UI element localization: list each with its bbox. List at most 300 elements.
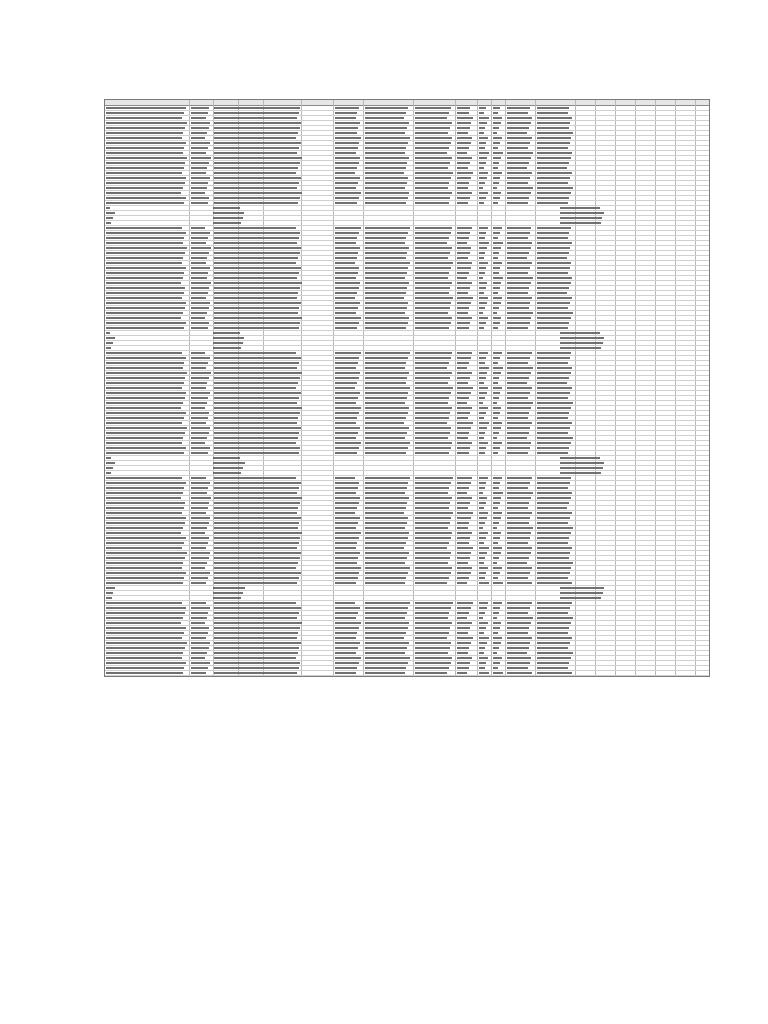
cell-text <box>191 182 208 184</box>
cell-text <box>191 157 211 159</box>
cell-text <box>415 622 452 624</box>
cell-text <box>365 227 410 229</box>
cell-text <box>493 182 499 184</box>
cell-text <box>214 667 299 669</box>
cell-text <box>560 207 600 209</box>
cell-text <box>507 192 531 194</box>
cell-text <box>457 372 472 374</box>
cell-text <box>537 512 572 514</box>
cell-text <box>214 577 299 579</box>
cell-text <box>106 327 184 329</box>
cell-text <box>191 627 209 629</box>
cell-text <box>106 402 183 404</box>
cell-text <box>365 237 406 239</box>
cell-text <box>214 252 300 254</box>
cell-text <box>507 367 533 369</box>
cell-text <box>214 482 301 484</box>
cell-text <box>106 202 184 204</box>
cell-text <box>493 202 498 204</box>
cell-text <box>537 602 572 604</box>
cell-text <box>106 192 181 194</box>
cell-text <box>457 167 468 169</box>
cell-text <box>415 352 452 354</box>
cell-text <box>537 302 570 304</box>
cell-text <box>493 277 503 279</box>
cell-text <box>507 132 527 134</box>
cell-text <box>365 272 407 274</box>
cell-text <box>493 507 498 509</box>
cell-text <box>493 322 500 324</box>
cell-text <box>479 387 488 389</box>
cell-text <box>106 217 113 219</box>
cell-text <box>537 617 573 619</box>
cell-text <box>415 182 449 184</box>
cell-text <box>493 527 497 529</box>
cell-text <box>493 452 498 454</box>
cell-text <box>335 672 356 674</box>
cell-text <box>106 457 111 459</box>
cell-text <box>106 287 185 289</box>
cell-text <box>365 152 405 154</box>
cell-text <box>457 367 467 369</box>
cell-text <box>106 527 183 529</box>
cell-text <box>537 107 569 109</box>
cell-text <box>106 147 184 149</box>
cell-text <box>214 442 296 444</box>
cell-text <box>214 412 300 414</box>
cell-text <box>214 312 298 314</box>
cell-text <box>507 527 533 529</box>
cell-text <box>457 622 472 624</box>
cell-text <box>335 567 361 569</box>
cell-text <box>457 267 471 269</box>
cell-text <box>415 487 449 489</box>
cell-text <box>214 287 300 289</box>
cell-text <box>493 327 498 329</box>
cell-text <box>479 452 485 454</box>
cell-text <box>191 537 209 539</box>
cell-text <box>415 167 448 169</box>
cell-text <box>560 217 602 219</box>
cell-text <box>493 352 502 354</box>
cell-text <box>457 532 472 534</box>
cell-text <box>214 107 300 109</box>
cell-text <box>493 397 499 399</box>
cell-text <box>493 157 501 159</box>
cell-text <box>415 652 448 654</box>
cell-text <box>507 672 532 674</box>
data-table <box>104 99 710 677</box>
cell-text <box>415 117 447 119</box>
cell-text <box>507 252 529 254</box>
cell-text <box>106 552 187 554</box>
cell-text <box>493 542 498 544</box>
cell-text <box>415 667 449 669</box>
cell-text <box>507 227 531 229</box>
cell-text <box>537 557 569 559</box>
cell-text <box>415 127 450 129</box>
cell-text <box>493 187 497 189</box>
cell-text <box>191 287 209 289</box>
cell-text <box>335 392 360 394</box>
cell-text <box>507 667 528 669</box>
cell-text <box>214 417 298 419</box>
cell-text <box>214 427 301 429</box>
cell-text <box>493 612 499 614</box>
cell-text <box>106 212 115 214</box>
cell-text <box>479 552 487 554</box>
cell-text <box>493 637 502 639</box>
cell-text <box>537 522 568 524</box>
cell-text <box>457 272 469 274</box>
cell-text <box>457 387 473 389</box>
cell-text <box>507 517 530 519</box>
cell-text <box>479 297 488 299</box>
cell-text <box>415 312 448 314</box>
cell-text <box>537 402 573 404</box>
cell-text <box>537 117 572 119</box>
cell-text <box>106 652 183 654</box>
cell-text <box>507 302 530 304</box>
cell-text <box>214 647 299 649</box>
cell-text <box>537 552 570 554</box>
cell-text <box>479 622 488 624</box>
cell-text <box>213 212 244 214</box>
cell-text <box>335 417 357 419</box>
cell-text <box>415 572 451 574</box>
cell-text <box>507 137 532 139</box>
cell-text <box>214 182 299 184</box>
cell-text <box>493 602 502 604</box>
cell-text <box>335 527 356 529</box>
cell-text <box>507 397 528 399</box>
cell-text <box>106 627 186 629</box>
cell-text <box>213 592 243 594</box>
cell-text <box>479 377 486 379</box>
cell-text <box>213 467 243 469</box>
cell-text <box>106 412 186 414</box>
cell-text <box>537 262 571 264</box>
cell-text <box>335 232 359 234</box>
cell-text <box>507 412 529 414</box>
cell-text <box>479 642 487 644</box>
cell-text <box>214 662 300 664</box>
cell-text <box>457 162 470 164</box>
cell-text <box>560 342 603 344</box>
cell-text <box>479 287 486 289</box>
cell-text <box>106 382 184 384</box>
cell-text <box>106 282 181 284</box>
cell-text <box>537 627 569 629</box>
cell-text <box>214 642 301 644</box>
cell-text <box>335 152 356 154</box>
cell-text <box>479 167 484 169</box>
cell-text <box>537 482 570 484</box>
cell-text <box>365 497 409 499</box>
cell-text <box>537 387 572 389</box>
cell-text <box>415 367 447 369</box>
cell-text <box>106 267 186 269</box>
cell-text <box>106 547 182 549</box>
cell-text <box>335 407 361 409</box>
cell-text <box>106 557 185 559</box>
cell-text <box>537 157 571 159</box>
cell-text <box>415 662 451 664</box>
cell-text <box>457 412 470 414</box>
cell-text <box>537 572 570 574</box>
cell-text <box>335 257 357 259</box>
cell-text <box>493 477 502 479</box>
cell-text <box>537 152 572 154</box>
cell-text <box>507 147 528 149</box>
cell-text <box>191 387 206 389</box>
cell-text <box>214 432 299 434</box>
cell-text <box>365 167 406 169</box>
cell-text <box>191 507 208 509</box>
cell-text <box>365 442 410 444</box>
cell-text <box>493 377 499 379</box>
cell-text <box>493 622 501 624</box>
cell-text <box>479 257 484 259</box>
cell-text <box>457 237 469 239</box>
cell-text <box>415 162 450 164</box>
cell-text <box>214 257 298 259</box>
cell-text <box>479 432 485 434</box>
cell-text <box>191 527 207 529</box>
cell-text <box>106 312 183 314</box>
cell-text <box>560 592 603 594</box>
cell-text <box>415 542 449 544</box>
cell-text <box>106 532 181 534</box>
cell-text <box>365 157 409 159</box>
cell-text <box>457 147 469 149</box>
cell-text <box>479 312 483 314</box>
cell-text <box>335 427 360 429</box>
cell-text <box>415 427 451 429</box>
cell-text <box>106 117 182 119</box>
cell-text <box>537 657 571 659</box>
cell-text <box>106 447 186 449</box>
cell-text <box>479 507 484 509</box>
cell-text <box>214 187 297 189</box>
cell-text <box>335 512 355 514</box>
cell-text <box>335 452 357 454</box>
cell-text <box>537 137 571 139</box>
cell-text <box>213 342 243 344</box>
cell-text <box>106 637 182 639</box>
cell-text <box>214 582 297 584</box>
cell-text <box>365 432 407 434</box>
cell-text <box>493 617 497 619</box>
cell-text <box>415 172 453 174</box>
cell-text <box>479 322 486 324</box>
cell-text <box>191 327 208 329</box>
cell-text <box>537 127 569 129</box>
cell-text <box>507 532 531 534</box>
cell-text <box>106 197 186 199</box>
cell-text <box>365 142 408 144</box>
cell-text <box>493 152 503 154</box>
cell-text <box>365 127 407 129</box>
cell-text <box>335 167 357 169</box>
cell-text <box>507 452 528 454</box>
cell-text <box>537 517 570 519</box>
cell-text <box>457 242 467 244</box>
cell-text <box>493 497 501 499</box>
cell-text <box>191 642 210 644</box>
cell-text <box>365 187 405 189</box>
cell-text <box>335 482 359 484</box>
cell-text <box>479 152 489 154</box>
cell-text <box>191 447 210 449</box>
cell-text <box>537 197 569 199</box>
cell-text <box>537 247 570 249</box>
cell-text <box>106 577 184 579</box>
cell-text <box>214 382 298 384</box>
cell-text <box>191 177 210 179</box>
cell-text <box>106 432 185 434</box>
cell-text <box>457 357 471 359</box>
cell-text <box>214 497 302 499</box>
cell-text <box>214 242 297 244</box>
cell-text <box>537 367 572 369</box>
cell-text <box>415 327 449 329</box>
cell-text <box>191 572 210 574</box>
cell-text <box>457 442 472 444</box>
cell-text <box>507 647 529 649</box>
cell-text <box>365 192 409 194</box>
cell-text <box>415 422 447 424</box>
cell-text <box>335 627 359 629</box>
cell-text <box>537 162 569 164</box>
cell-text <box>479 427 487 429</box>
cell-text <box>191 312 207 314</box>
cell-text <box>106 262 182 264</box>
cell-text <box>493 162 499 164</box>
cell-text <box>507 292 528 294</box>
cell-text <box>214 632 298 634</box>
cell-text <box>191 487 208 489</box>
cell-text <box>106 492 183 494</box>
cell-text <box>507 492 533 494</box>
cell-text <box>365 552 409 554</box>
cell-text <box>365 232 408 234</box>
cell-text <box>365 367 405 369</box>
cell-text <box>415 147 449 149</box>
cell-text <box>537 147 568 149</box>
cell-text <box>415 432 450 434</box>
cell-text <box>457 122 471 124</box>
cell-text <box>191 577 208 579</box>
cell-text <box>493 232 500 234</box>
cell-text <box>191 672 206 674</box>
cell-text <box>479 282 487 284</box>
cell-text <box>106 522 185 524</box>
cell-text <box>214 137 296 139</box>
cell-text <box>415 377 450 379</box>
cell-text <box>537 297 572 299</box>
cell-text <box>365 532 409 534</box>
cell-text <box>479 492 483 494</box>
cell-text <box>537 172 572 174</box>
cell-text <box>106 272 184 274</box>
cell-text <box>479 532 488 534</box>
cell-text <box>457 312 468 314</box>
cell-text <box>493 147 498 149</box>
cell-text <box>537 292 567 294</box>
cell-text <box>479 667 485 669</box>
cell-text <box>191 422 206 424</box>
cell-text <box>106 342 113 344</box>
cell-text <box>537 637 572 639</box>
cell-text <box>537 672 572 674</box>
cell-text <box>415 247 452 249</box>
cell-text <box>335 192 361 194</box>
cell-text <box>335 537 359 539</box>
cell-text <box>537 177 570 179</box>
cell-text <box>191 227 205 229</box>
cell-text <box>365 487 407 489</box>
cell-text <box>537 662 569 664</box>
cell-text <box>537 277 572 279</box>
cell-text <box>214 227 296 229</box>
cell-text <box>457 432 469 434</box>
cell-text <box>106 657 182 659</box>
cell-text <box>365 412 408 414</box>
cell-text <box>493 362 498 364</box>
cell-text <box>457 232 470 234</box>
cell-text <box>457 187 468 189</box>
cell-text <box>335 252 358 254</box>
cell-text <box>365 447 408 449</box>
cell-text <box>191 607 210 609</box>
cell-text <box>507 172 532 174</box>
cell-text <box>457 602 473 604</box>
cell-text <box>335 447 359 449</box>
cell-text <box>191 132 207 134</box>
cell-text <box>214 292 298 294</box>
cell-text <box>457 127 470 129</box>
cell-text <box>191 147 208 149</box>
cell-text <box>415 317 452 319</box>
cell-text <box>365 507 406 509</box>
cell-text <box>214 392 301 394</box>
cell-text <box>493 267 500 269</box>
cell-text <box>479 202 484 204</box>
cell-text <box>415 287 450 289</box>
cell-text <box>479 382 484 384</box>
cell-text <box>415 122 452 124</box>
cell-text <box>479 527 483 529</box>
cell-text <box>479 577 485 579</box>
cell-text <box>214 127 300 129</box>
cell-text <box>537 642 570 644</box>
cell-text <box>415 617 448 619</box>
cell-text <box>479 147 485 149</box>
cell-text <box>365 312 405 314</box>
cell-text <box>191 172 206 174</box>
cell-text <box>493 282 501 284</box>
cell-text <box>479 352 488 354</box>
cell-text <box>493 572 500 574</box>
cell-text <box>493 357 500 359</box>
cell-text <box>415 322 451 324</box>
cell-text <box>365 417 406 419</box>
cell-text <box>365 562 405 564</box>
cell-text <box>106 352 182 354</box>
cell-text <box>106 247 187 249</box>
cell-text <box>537 122 570 124</box>
